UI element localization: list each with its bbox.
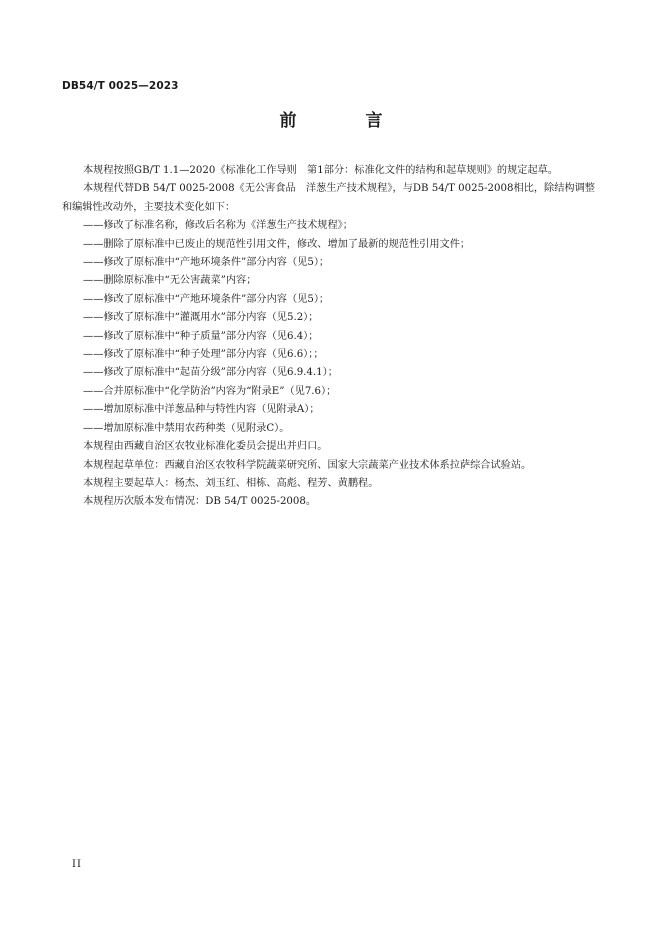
page-title: 前 言 [279,111,409,131]
paragraph-drafters: 本规程主要起草人：杨杰、刘玉红、相栋、高彪、程芳、黄鹏程。 [83,477,379,489]
paragraph-basis: 本规程按照GB/T 1.1—2020《标准化工作导则 第1部分：标准化文件的结构和起草规则》的规定起草。 [83,165,559,176]
paragraph-drafting-units: 本规程起草单位：西藏自治区农牧科学院蔬菜研究所、国家大宗蔬菜产业技术体系拉萨综合试验站。 [83,459,532,471]
change-item: ——修改了原标准中“灌溉用水”部分内容（见5.2）； [83,312,319,324]
change-item: ——修改了原标准中“起苗分级”部分内容（见6.9.4.1）； [83,367,338,379]
change-item: ——修改了原标准中“产地环境条件”部分内容（见5）； [83,293,330,305]
change-item: ——修改了原标准中“种子质量”部分内容（见6.4）； [83,330,319,342]
change-item: ——修改了原标准中“种子处理”部分内容（见6.6）；； [83,349,324,361]
change-item: ——增加原标准中禁用农药种类（见附录C）。 [83,422,290,434]
change-item: ——合并原标准中“化学防治”内容为“附录E”（见7.6）； [83,385,337,397]
change-item: ——增加原标准中洋葱品种与特性内容（见附录A）； [83,404,320,416]
change-item: ——删除原标准中“无公害蔬菜”内容； [83,275,257,287]
page-number: II [72,859,82,870]
document-code: DB54/T 0025—2023 [62,80,179,92]
paragraph-replacement: 本规程代替DB 54/T 0025-2008《无公害食品 洋葱生产技术规程》，与DB 54/T 0025-2008相比，除结构调整和编辑性改动外，主要技术变化如下： [62,183,595,213]
change-item: ——修改了原标准中“产地环境条件”部分内容（见5）； [83,257,330,269]
change-item: ——删除了原标准中已废止的规范性引用文件，修改、增加了最新的规范性引用文件； [83,238,471,250]
document-body [62,162,602,512]
change-item: ——修改了标准名称，修改后名称为《洋葱生产技术规程》； [83,220,353,232]
paragraph-version-history: 本规程历次版本发布情况：DB 54/T 0025-2008。 [83,496,317,508]
paragraph-proposer: 本规程由西藏自治区农牧业标准化委员会提出并归口。 [83,441,328,453]
